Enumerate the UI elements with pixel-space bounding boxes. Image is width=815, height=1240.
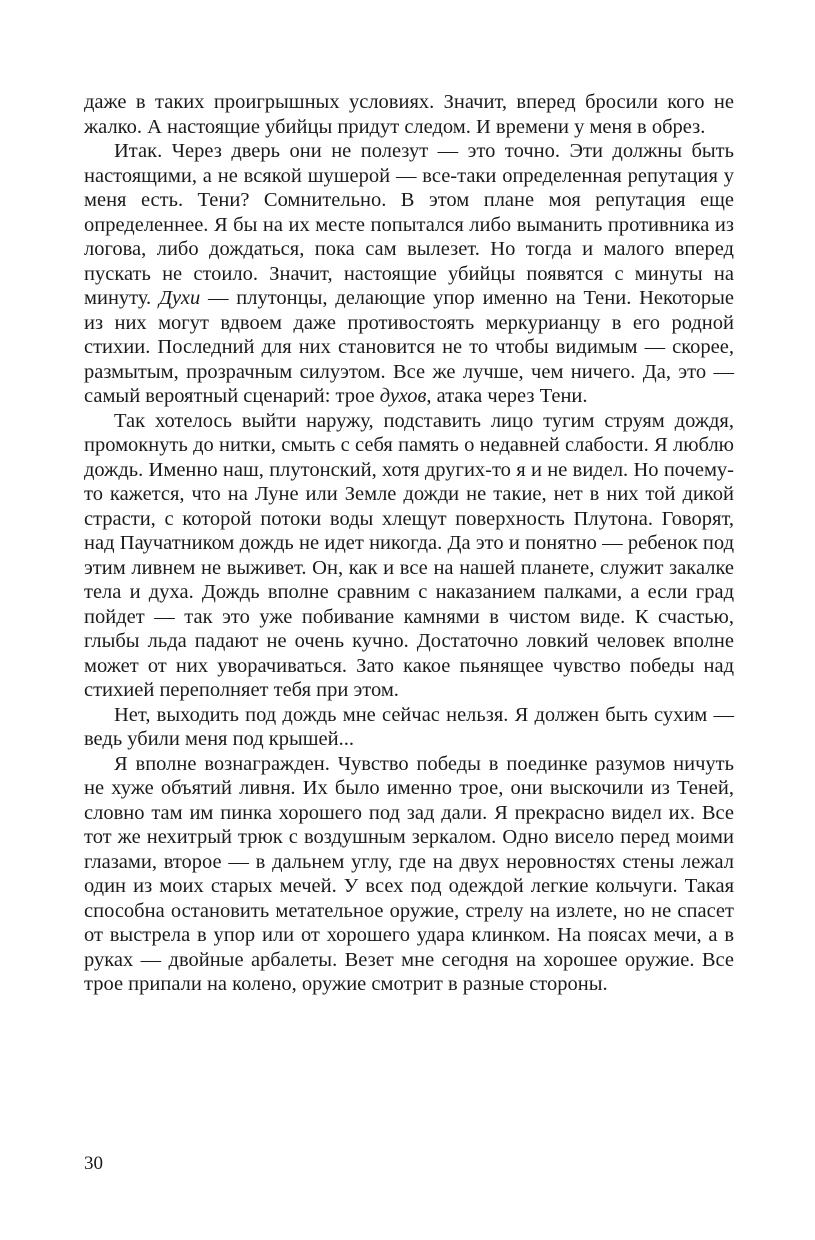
italic-term: Духи — [158, 287, 201, 309]
text-run: , атака через Тени. — [426, 385, 588, 407]
paragraph — [84, 409, 734, 703]
text-run: Я вполне вознагражден. Чувство победы в поединке разумов ничуть не хуже объятий ливня. Их было именно трое, они выскочили из Теней, словно там им пинка хорошего под зад дали. Я прекрасно видел их. Все тот же нехитрый трюк с воздушным зеркалом. Одно висело перед моими глазами, второе — в дальнем углу, где на двух неровностях стены лежал один из моих старых мечей. У всех под одеждой легкие кольчуги. Такая способна остановить метательное оружие, стрелу на излете, но не спасет от выстрела в упор или от хорошего удара клинком. На поясах мечи, а в руках — двойные арбалеты. Везет мне сегодня на хорошее оружие. Все трое припали на колено, оружие смотрит в разные стороны. — [84, 752, 734, 995]
book-page-text — [84, 90, 734, 997]
paragraph — [84, 139, 734, 409]
text-run: Нет, выходить под дождь мне сейчас нельзя. Я должен быть сухим — ведь убили меня под крышей... — [84, 703, 734, 750]
paragraph — [84, 752, 734, 997]
page-number: 30 — [84, 1153, 103, 1174]
paragraph — [84, 703, 734, 752]
italic-term: духов — [379, 385, 427, 407]
text-run: Итак. Через дверь они не полезут — это точно. Эти должны быть настоящими, а не всякой шушерой — все-таки определенная репутация у меня есть. Тени? Сомнительно. В этом плане моя репутация еще определеннее. Я бы на их месте попытался либо выманить противника из логова, либо дождаться, пока сам вылезет. Но тогда и малого вперед пускать не стоило. Значит, настоящие убийцы появятся с минуты на минуту. — [84, 140, 734, 309]
text-run: — плутонцы, делающие упор именно на Тени. Некоторые из них могут вдвоем даже противостоять меркурианцу в его родной стихии. Последний для них становится не то чтобы видимым — скорее, размытым, прозрачным силуэтом. Все же лучше, чем ничего. Да, это — самый вероятный сценарий: трое — [84, 287, 734, 407]
text-run: Так хотелось выйти наружу, подставить лицо тугим струям дождя, промокнуть до нитки, смыть с себя память о недавней слабости. Я люблю дождь. Именно наш, плутонский, хотя других-то я и не видел. Но почему-то кажется, что на Луне или Земле дожди не такие, нет в них той дикой страсти, с которой потоки воды хлещут поверхность Плутона. Говорят, над Паучатником дождь не идет никогда. Да это и понятно — ребенок под этим ливнем не выживет. Он, как и все на нашей планете, служит закалке тела и духа. Дождь вполне сравним с наказанием палками, а если град пойдет — так это уже побивание камнями в чистом виде. К счастью, глыбы льда падают не очень кучно. Достаточно ловкий человек вполне может от них уворачиваться. Зато какое пьянящее чувство победы над стихией переполняет тебя при этом. — [84, 409, 734, 701]
text-run: даже в таких проигрышных условиях. Значит, вперед бросили кого не жалко. А настоящие убийцы придут следом. И времени у меня в обрез. — [84, 91, 734, 138]
paragraph — [84, 90, 734, 139]
